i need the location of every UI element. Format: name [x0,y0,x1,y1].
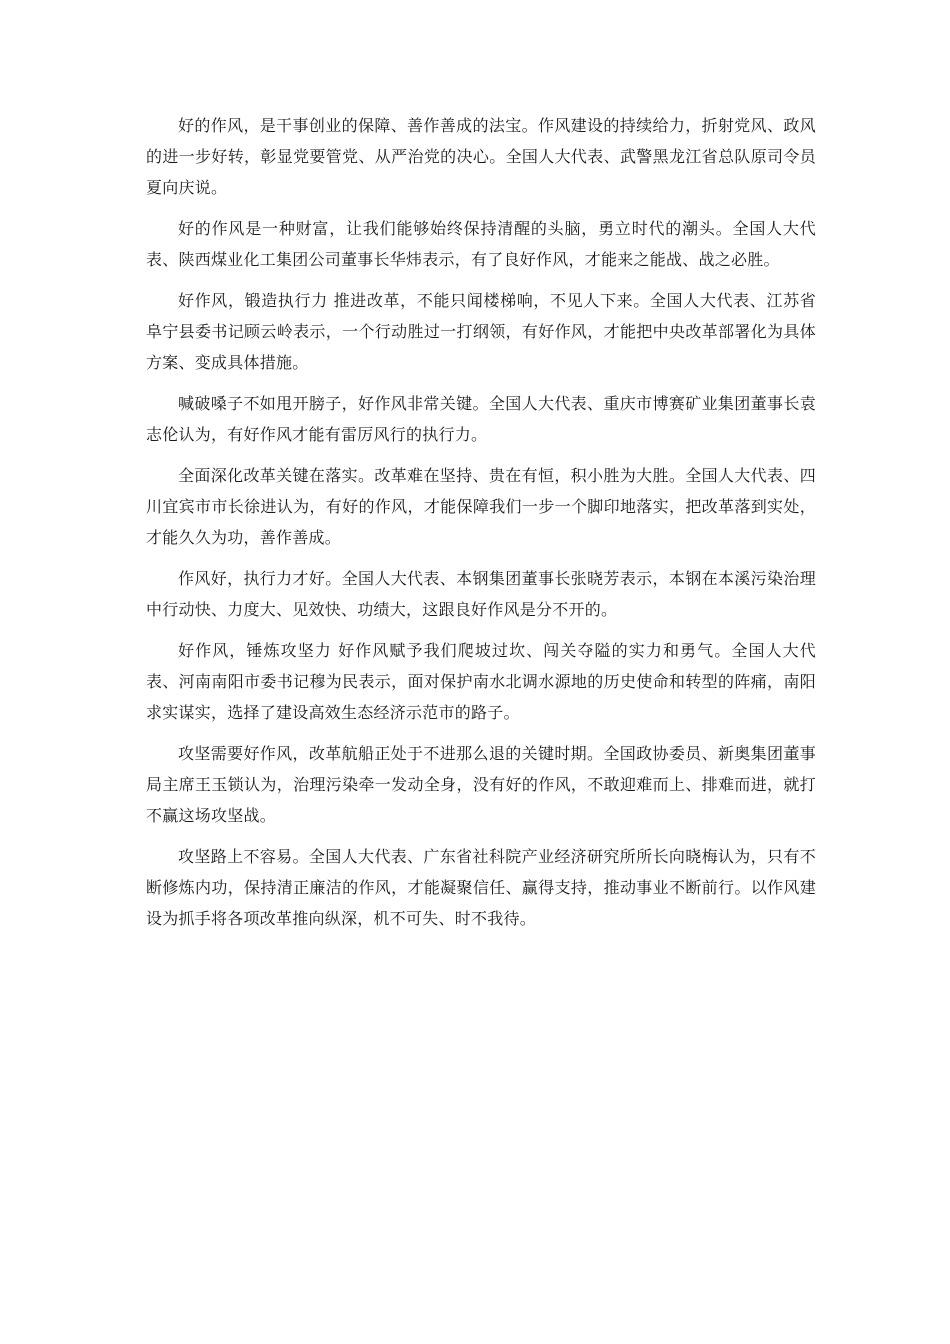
paragraph-5: 全面深化改革关键在落实。改革难在坚持、贵在有恒，积小胜为大胜。全国人大代表、四川宜宾市市长徐进认为，有好的作风，才能保障我们一步一个脚印地落实，把改革落到实处，才能久久为功，善作善成。 [146,466,816,547]
paragraph-3: 好作风，锻造执行力 推进改革，不能只闻楼梯响，不见人下来。全国人大代表、江苏省阜宁县委书记顾云岭表示，一个行动胜过一打纲领，有好作风，才能把中央改革部署化为具体方案、变成具体措施。 [146,291,816,372]
paragraph-7: 好作风，锤炼攻坚力 好作风赋予我们爬坡过坎、闯关夺隘的实力和勇气。全国人大代表、河南南阳市委书记穆为民表示，面对保护南水北调水源地的历史使命和转型的阵痛，南阳求实谋实，选择了建设高效生态经济示范市的路子。 [146,641,816,722]
paragraph-2: 好的作风是一种财富，让我们能够始终保持清醒的头脑，勇立时代的潮头。全国人大代表、陕西煤业化工集团公司董事长华炜表示，有了良好作风，才能来之能战、战之必胜。 [146,219,816,269]
paragraph-1: 好的作风，是干事创业的保障、善作善成的法宝。作风建设的持续给力，折射党风、政风的进一步好转，彰显党要管党、从严治党的决心。全国人大代表、武警黑龙江省总队原司令员夏向庆说。 [146,116,816,197]
paragraph-4: 喊破嗓子不如甩开膀子，好作风非常关键。全国人大代表、重庆市博赛矿业集团董事长袁志伦认为，有好作风才能有雷厉风行的执行力。 [146,394,816,444]
paragraph-9: 攻坚路上不容易。全国人大代表、广东省社科院产业经济研究所所长向晓梅认为，只有不断修炼内功，保持清正廉洁的作风，才能凝聚信任、赢得支持，推动事业不断前行。以作风建设为抓手将各项改革推向纵深，机不可失、时不我待。 [146,847,816,928]
paragraph-6: 作风好，执行力才好。全国人大代表、本钢集团董事长张晓芳表示，本钢在本溪污染治理中行动快、力度大、见效快、功绩大，这跟良好作风是分不开的。 [146,569,816,619]
paragraph-8: 攻坚需要好作风，改革航船正处于不进那么退的关键时期。全国政协委员、新奥集团董事局主席王玉锁认为，治理污染牵一发动全身，没有好的作风，不敢迎难而上、排难而进，就打不赢这场攻坚战。 [146,744,816,825]
article-body [146,110,816,944]
